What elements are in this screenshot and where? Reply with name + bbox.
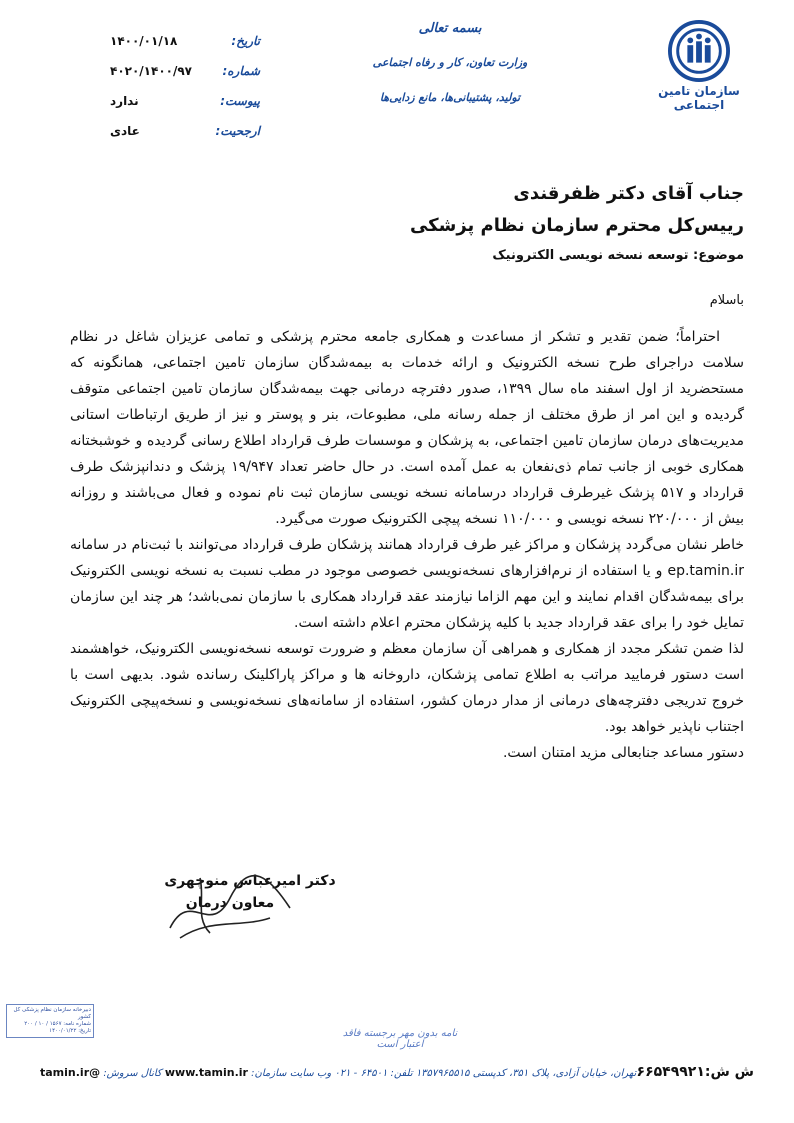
meta-priority xyxy=(110,118,260,144)
fax-number: ش ش:۶۶۵۴۹۹۲۱ xyxy=(636,1064,754,1080)
meta-attachment xyxy=(110,88,260,114)
addressee-name: جناب آقای دکتر ظفرقندی xyxy=(513,183,744,204)
footer-validity-note: نامه بدون مهر برجسته فاقد اعتبار است xyxy=(342,1028,458,1050)
website-link[interactable]: www.tamin.ir xyxy=(164,1065,248,1079)
meta-date-value: ۱۴۰۰/۰۱/۱۸ xyxy=(110,34,178,48)
paragraph-1: احتراماً؛ ضمن تقدیر و تشکر از مساعدت و همکاری جامعه محترم پزشکی و تمامی عزیزان شاغل در نظام سلامت دراجرای طرح نسخه الکترونیک و ارائه خدمات به بیمه‌شدگان سازمان تامین اجتماعی، همانگونه که مستحضرید از اول اسفند ماه سال ۱۳۹۹، صدور دفترچه درمانی جهت بیمه‌شدگان سازمان تامین اجتماعی متوقف گردیده و این امر از طرق مختلف از جمله رسانه ملی، مطبوعات، بنر و پوستر و نیز از طریق ارتباطات استانی مدیریت‌های درمان سازمان تامین اجتماعی، به پزشکان و موسسات طرف قرارداد اطلاع رسانی گردیده و خوشبختانه همکاری خوبی از جانب تمام ذی‌نفعان به عمل آمده است. در حال حاضر تعداد ۱۹/۹۴۷ پزشک و دندانپزشک طرف قرارداد و ۵۱۷ پزشک غیرطرف قرارداد درسامانه نسخه نویسی سازمان ثبت نام نموده و فعال می‌باشند و روزانه بیش از ۲۲۰/۰۰۰ نسخه نویسی و ۱۱۰/۰۰۰ نسخه پیچی الکترونیک صورت می‌گیرد. xyxy=(70,329,745,527)
logo-text: سازمان تامین اجتماعی xyxy=(658,84,740,112)
greeting: باسلام xyxy=(709,293,744,308)
footer xyxy=(40,1060,754,1084)
bismillah: بسمه تعالی xyxy=(418,21,482,36)
addressee-title: رییس‌کل محترم سازمان نظام پزشکی xyxy=(409,215,744,236)
meta-attachment-value: ندارد xyxy=(110,94,139,108)
tamin-logo-icon xyxy=(668,20,730,82)
handwritten-signature-icon xyxy=(150,858,310,948)
stamp-line: شماره نامه: ۱۵۶۷ / ۱۰ / ۲۰۰ xyxy=(24,1021,91,1027)
signature-block xyxy=(160,870,340,914)
receipt-stamp xyxy=(6,1004,94,1038)
meta-number-label: شماره: xyxy=(222,64,260,78)
ministry-name: وزارت تعاون، کار و رفاه اجتماعی xyxy=(372,56,528,69)
meta-priority-label: ارجحیت: xyxy=(215,124,260,138)
paragraph-2: خاطر نشان می‌گردد پزشکان و مراکز غیر طرف قرارداد همانند پزشکان طرف قرارداد می‌توانند با ثبت‌نام در سامانه ep.tamin.ir و یا استفاده از نرم‌افزارهای نسخه‌نویسی خصوصی موجود در مطب نسبت به نسخه نویسی الکترونیک برای بیمه‌شدگان اقدام نمایند و این مهم الزاما نیازمند عقد قرارداد همکاری با سازمان نمی‌باشد؛ هر چند این سازمان تمایل خود را برای عقد قرارداد جدید با کلیه پزشکان محترم اعلام داشته است. xyxy=(70,537,744,631)
signatory-title: معاون درمان xyxy=(185,895,275,911)
meta-date-label: تاریخ: xyxy=(231,34,260,48)
footer-address xyxy=(40,1066,636,1079)
meta-date xyxy=(110,28,260,54)
letter-subject: موضوع: توسعه نسخه نویسی الکترونیک xyxy=(492,248,744,263)
year-slogan: تولید، پشتیبانی‌ها، مانع زدایی‌ها xyxy=(379,91,521,104)
organization-logo xyxy=(644,20,754,112)
signatory-name: دکتر امیرعباس منوچهری xyxy=(164,873,336,889)
meta-attachment-label: پیوست: xyxy=(220,94,260,108)
meta-priority-value: عادی xyxy=(110,124,140,138)
paragraph-3: لذا ضمن تشکر مجدد از همکاری و همراهی آن سازمان معظم و ضرورت توسعه نسخه‌نویسی الکترونیک، خواهشمند است دستور فرمایید مراتب به اطلاع تمامی پزشکان، داروخانه ها و مراکز پاراکلینک رسانده شود. بدیهی است با خروج تدریجی دفترچه‌های درمانی از مدار درمان کشور، استفاده از سامانه‌های نسخه‌نویسی و نسخه‌پیچی الکترونیک اجتناب ناپذیر خواهد بود. xyxy=(70,641,744,735)
channel-link[interactable]: @tamin.ir xyxy=(40,1065,101,1079)
paragraph-4: دستور مساعد جنابعالی مزید امتنان است. xyxy=(502,745,744,761)
letter-body xyxy=(70,288,744,766)
stamp-line: تاریخ: ۱۴۰۰/۰۱/۲۲ xyxy=(49,1028,91,1034)
stamp-line: دبیرخانه سازمان نظام پزشکی کل کشور xyxy=(13,1007,91,1020)
meta-number xyxy=(110,58,260,84)
channel-label: کانال سروش: xyxy=(103,1067,162,1079)
letterhead-center xyxy=(360,22,540,103)
address-text: تهران، خیابان آزادی، پلاک ۳۵۱، کدپستی ۱۳۵۷۹۶۵۵۱۵ تلفن: ۶۴۵۰۱ - ۰۲۱ وب سایت سازمان: xyxy=(251,1067,637,1079)
addressee-block xyxy=(44,178,744,268)
letter-meta xyxy=(110,28,260,148)
meta-number-value: ۴۰۲۰/۱۴۰۰/۹۷ xyxy=(110,64,193,78)
